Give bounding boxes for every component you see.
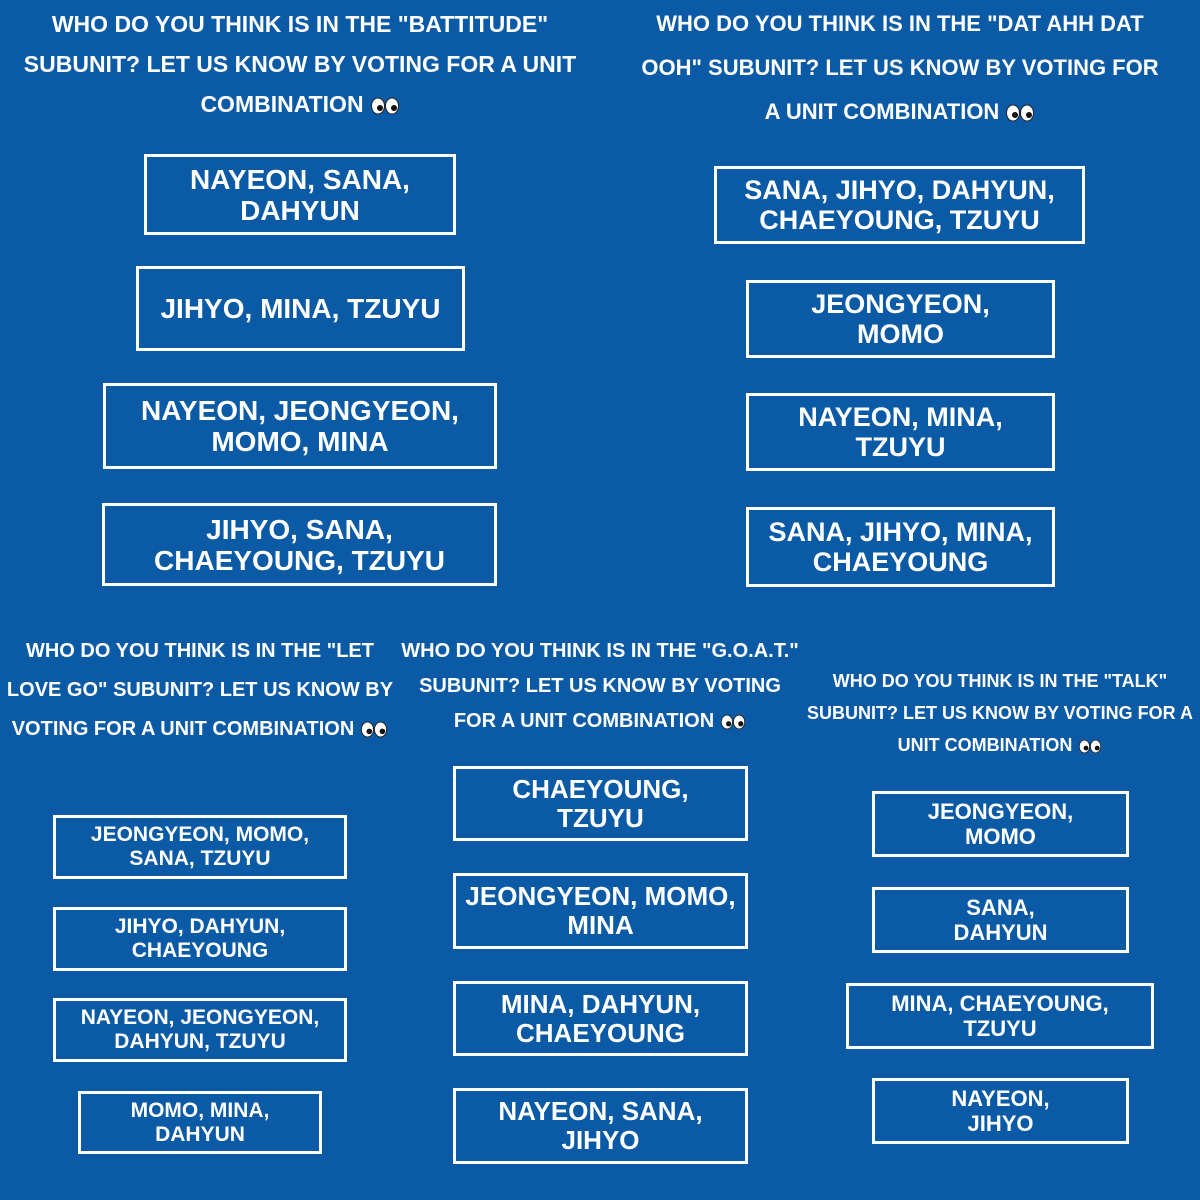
panel-title — [400, 634, 800, 739]
vote-option-button[interactable]: MOMO, MINA, DAHYUN — [78, 1091, 322, 1154]
vote-option-button[interactable]: NAYEON, SANA, JIHYO — [453, 1088, 748, 1164]
panel-title-text: WHO DO YOU THINK IS IN THE "BATTITUDE" SUBUNIT? LET US KNOW BY VOTING FOR A UNIT COMBINATION — [23, 11, 577, 117]
eyes-emoji-icon — [1005, 104, 1035, 122]
vote-option-button[interactable]: JIHYO, DAHYUN, CHAEYOUNG — [53, 907, 347, 971]
vote-option-button[interactable]: SANA, JIHYO, DAHYUN, CHAEYOUNG, TZUYU — [714, 166, 1085, 244]
vote-option-button[interactable]: SANA, DAHYUN — [872, 887, 1129, 953]
panel-title — [640, 2, 1160, 134]
vote-option-button[interactable]: MINA, DAHYUN, CHAEYOUNG — [453, 981, 748, 1056]
eyes-emoji-icon — [1078, 739, 1102, 754]
vote-option-button[interactable]: JEONGYEON, MOMO — [872, 791, 1129, 857]
vote-option-button[interactable]: CHAEYOUNG, TZUYU — [453, 766, 748, 841]
eyes-emoji-icon — [370, 97, 400, 115]
eyes-emoji-icon — [720, 714, 746, 730]
vote-option-button[interactable]: JIHYO, SANA, CHAEYOUNG, TZUYU — [102, 503, 497, 586]
panel-title — [2, 632, 398, 749]
vote-option-button[interactable]: JEONGYEON, MOMO, MINA — [453, 873, 748, 949]
vote-option-button[interactable]: JEONGYEON, MOMO — [746, 280, 1055, 358]
vote-option-button[interactable]: NAYEON, MINA, TZUYU — [746, 393, 1055, 471]
eyes-emoji-icon — [360, 721, 388, 738]
vote-option-button[interactable]: JEONGYEON, MOMO, SANA, TZUYU — [53, 815, 347, 879]
panel-title-text: WHO DO YOU THINK IS IN THE "TALK" SUBUNIT? LET US KNOW BY VOTING FOR A UNIT COMBINATION — [807, 671, 1193, 755]
vote-option-button[interactable]: NAYEON, SANA, DAHYUN — [144, 154, 456, 235]
panel-title-text: WHO DO YOU THINK IS IN THE "DAT AHH DAT OOH" SUBUNIT? LET US KNOW BY VOTING FOR A UNIT COMBINATION — [641, 11, 1159, 124]
panel-title — [20, 4, 580, 124]
panel-title — [800, 665, 1200, 761]
vote-option-button[interactable]: MINA, CHAEYOUNG, TZUYU — [846, 983, 1154, 1049]
vote-option-button[interactable]: NAYEON, JEONGYEON, DAHYUN, TZUYU — [53, 998, 347, 1062]
vote-option-button[interactable]: NAYEON, JIHYO — [872, 1078, 1129, 1144]
panel-title-text: WHO DO YOU THINK IS IN THE "G.O.A.T." SUBUNIT? LET US KNOW BY VOTING FOR A UNIT COMBINATION — [401, 640, 799, 732]
vote-option-button[interactable]: SANA, JIHYO, MINA, CHAEYOUNG — [746, 507, 1055, 587]
panel-title-text: WHO DO YOU THINK IS IN THE "LET LOVE GO" SUBUNIT? LET US KNOW BY VOTING FOR A UNIT COMBINATION — [6, 640, 394, 740]
vote-option-button[interactable]: NAYEON, JEONGYEON, MOMO, MINA — [103, 383, 497, 469]
vote-option-button[interactable]: JIHYO, MINA, TZUYU — [136, 266, 465, 351]
